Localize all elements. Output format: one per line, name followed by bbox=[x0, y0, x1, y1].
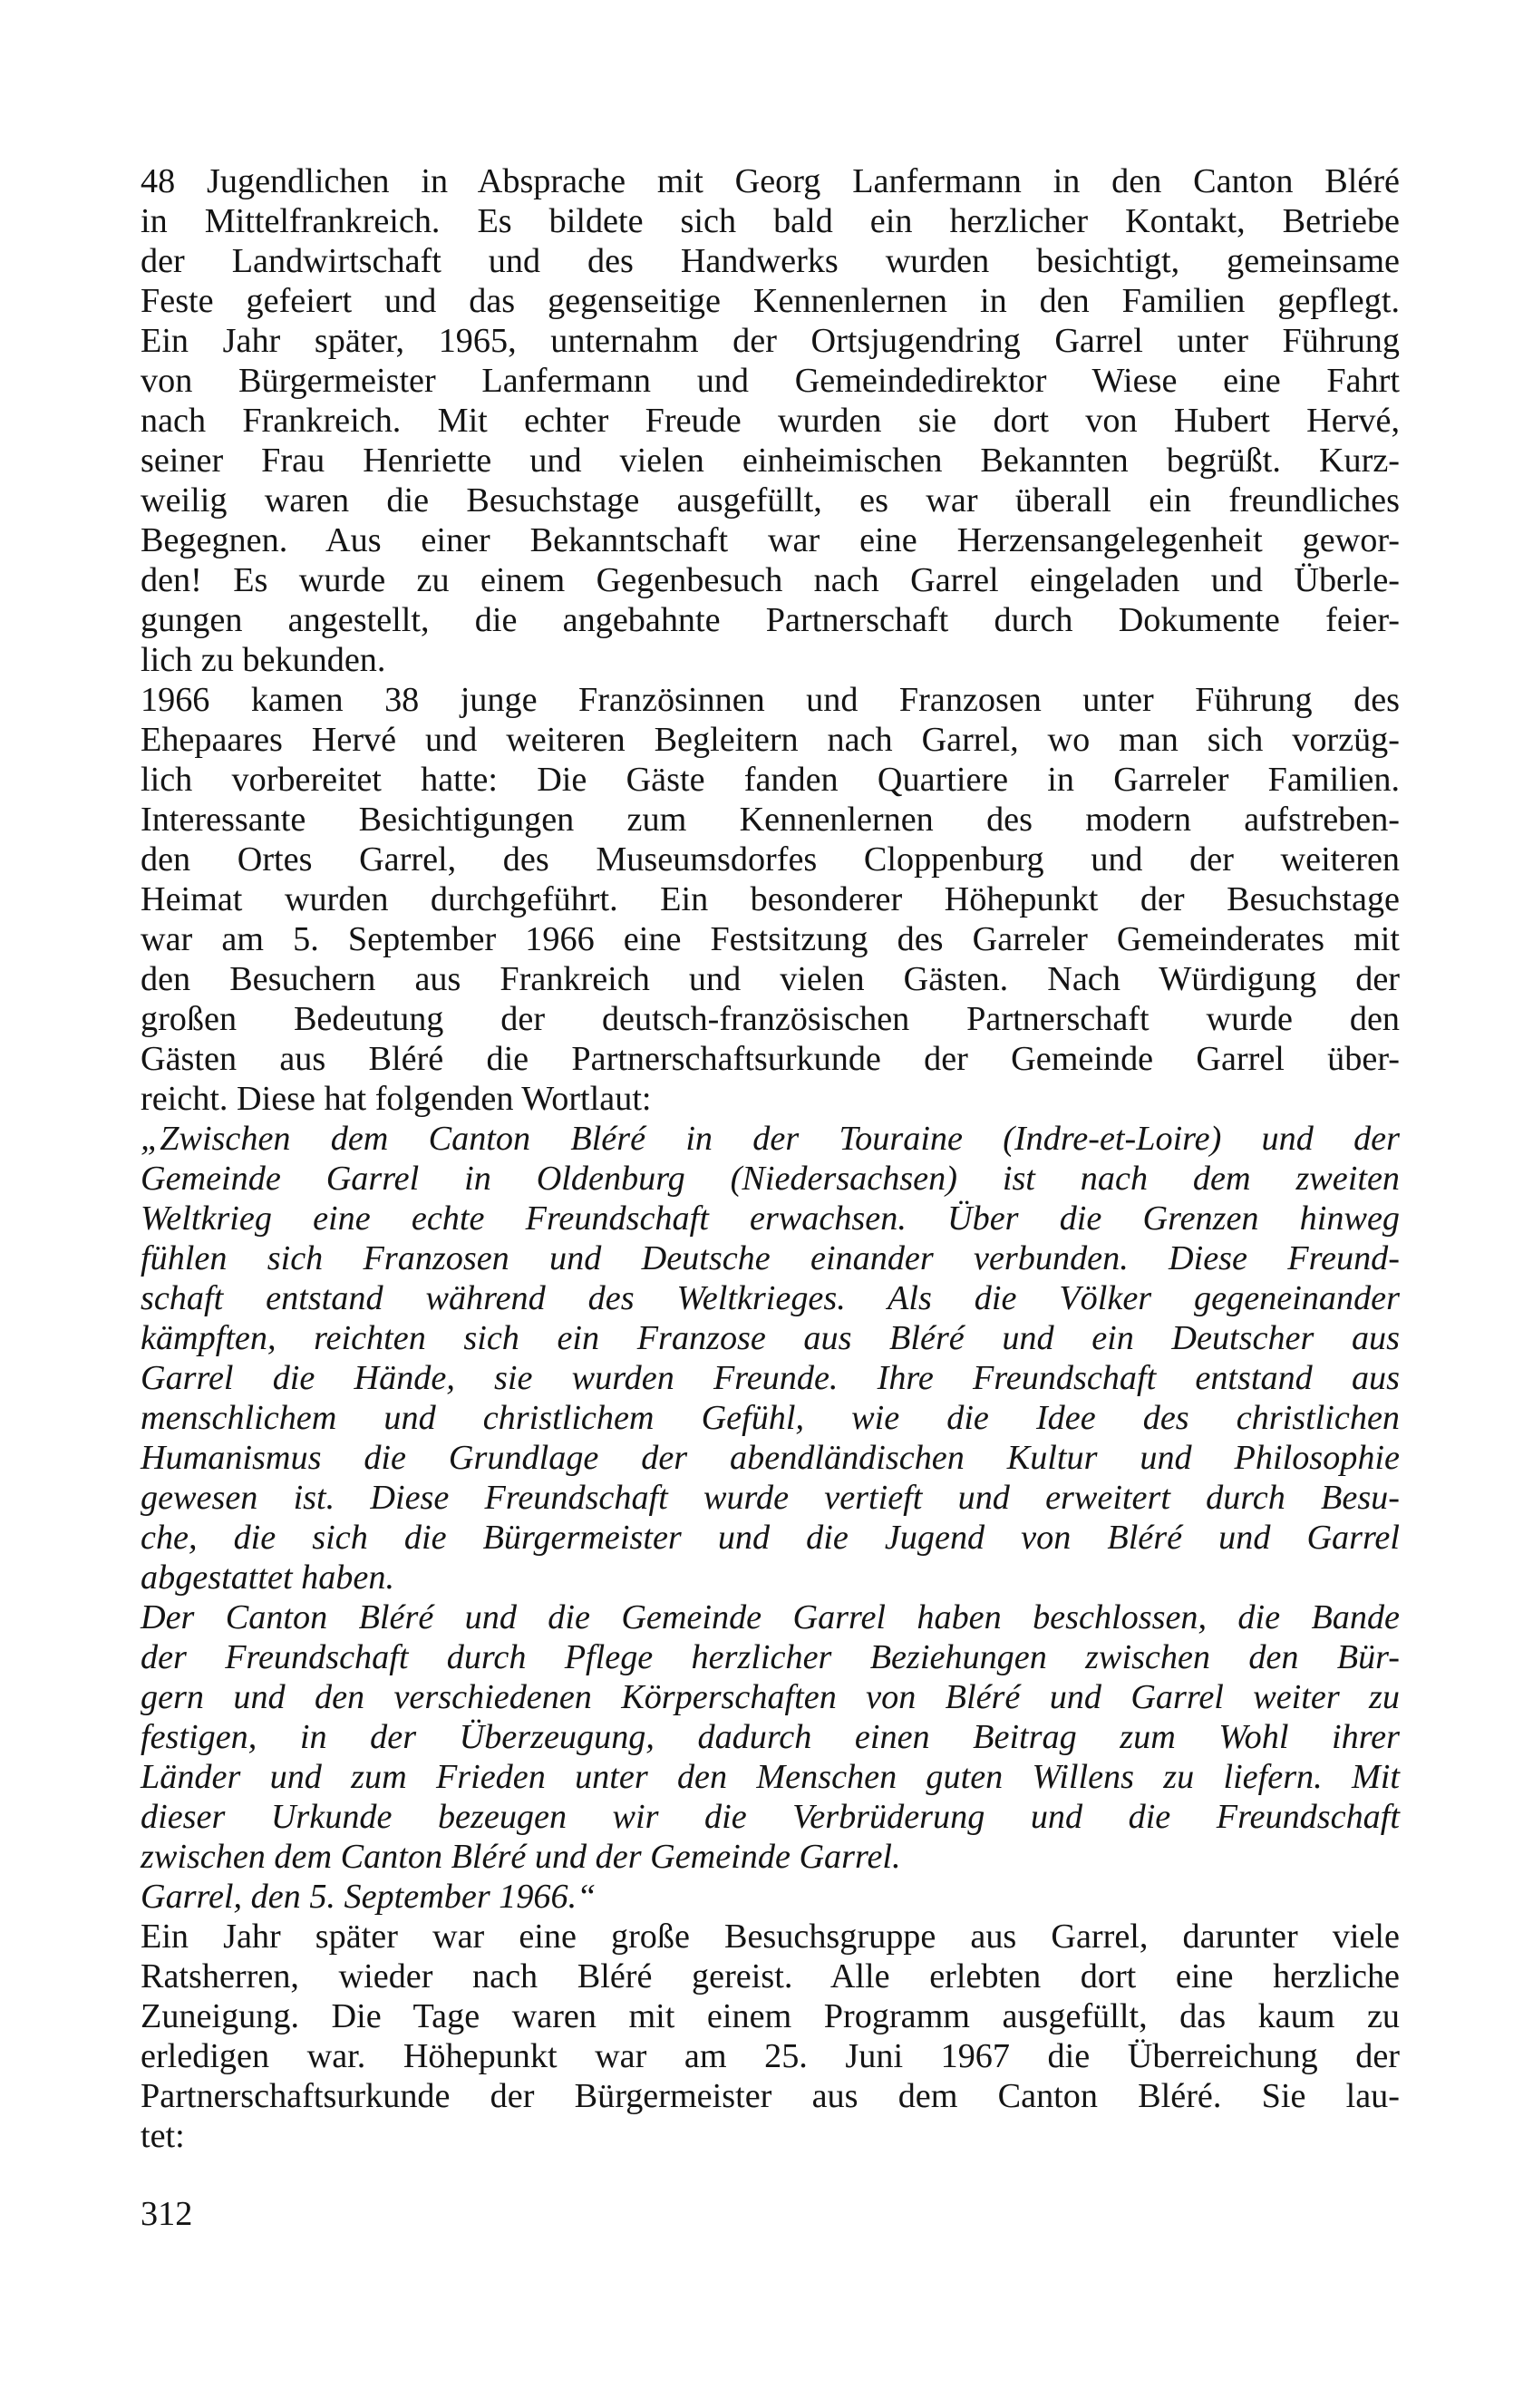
text-line: seiner Frau Henriette und vielen einheimischen Bekannten begrüßt. Kurz- bbox=[141, 442, 1400, 480]
text-line: erledigen war. Höhepunkt war am 25. Juni 1967 die Überreichung der bbox=[141, 2037, 1400, 2075]
text-line: den Ortes Garrel, des Museumsdorfes Cloppenburg und der weiteren bbox=[141, 840, 1400, 879]
text-line: nach Frankreich. Mit echter Freude wurden sie dort von Hubert Hervé, bbox=[141, 402, 1400, 440]
text-line: menschlichem und christlichem Gefühl, wie die Idee des christlichen bbox=[141, 1399, 1400, 1437]
text-line: Länder und zum Frieden unter den Menschen guten Willens zu liefern. Mit bbox=[141, 1758, 1400, 1796]
quoted-paragraph bbox=[141, 1597, 1400, 1877]
text-line: Humanismus die Grundlage der abendländischen Kultur und Philosophie bbox=[141, 1439, 1400, 1477]
text-line: Begegnen. Aus einer Bekanntschaft war eine Herzensangelegenheit gewor- bbox=[141, 521, 1400, 559]
text-line: Gästen aus Bléré die Partnerschaftsurkunde der Gemeinde Garrel über- bbox=[141, 1040, 1400, 1078]
text-line: gungen angestellt, die angebahnte Partnerschaft durch Dokumente feier- bbox=[141, 601, 1400, 639]
text-line: dieser Urkunde bezeugen wir die Verbrüderung und die Freundschaft bbox=[141, 1798, 1400, 1836]
text-line: lich vorbereitet hatte: Die Gäste fanden Quartiere in Garreler Familien. bbox=[141, 761, 1400, 799]
text-line: Weltkrieg eine echte Freundschaft erwachsen. Über die Grenzen hinweg bbox=[141, 1199, 1400, 1238]
body-paragraph bbox=[141, 680, 1400, 1119]
text-line: fühlen sich Franzosen und Deutsche einander verbunden. Diese Freund- bbox=[141, 1239, 1400, 1277]
text-line: der Freundschaft durch Pflege herzlicher Beziehungen zwischen den Bür- bbox=[141, 1638, 1400, 1676]
text-line: in Mittelfrankreich. Es bildete sich bald ein herzlicher Kontakt, Betriebe bbox=[141, 202, 1400, 240]
text-line: lich zu bekunden. bbox=[141, 641, 386, 679]
text-line: 48 Jugendlichen in Absprache mit Georg Lanfermann in den Canton Bléré bbox=[141, 162, 1400, 200]
text-line: Zuneigung. Die Tage waren mit einem Programm ausgefüllt, das kaum zu bbox=[141, 1997, 1400, 2035]
text-line: schaft entstand während des Weltkrieges. Als die Völker gegeneinander bbox=[141, 1279, 1400, 1317]
page-number: 312 bbox=[141, 2195, 193, 2233]
text-line: che, die sich die Bürgermeister und die Jugend von Bléré und Garrel bbox=[141, 1519, 1400, 1557]
text-line: Gemeinde Garrel in Oldenburg (Niedersachsen) ist nach dem zweiten bbox=[141, 1160, 1400, 1198]
quoted-paragraph bbox=[141, 1877, 1400, 1917]
text-line: „Zwischen dem Canton Bléré in der Touraine (Indre-et-Loire) und der bbox=[141, 1120, 1400, 1158]
text-line: Partnerschaftsurkunde der Bürgermeister aus dem Canton Bléré. Sie lau- bbox=[141, 2077, 1400, 2115]
text-line: tet: bbox=[141, 2117, 185, 2155]
text-line: Interessante Besichtigungen zum Kennenlernen des modern aufstreben- bbox=[141, 801, 1400, 839]
text-line: großen Bedeutung der deutsch-französischen Partnerschaft wurde den bbox=[141, 1000, 1400, 1038]
text-line: den Besuchern aus Frankreich und vielen Gästen. Nach Würdigung der bbox=[141, 960, 1400, 998]
text-line: Der Canton Bléré und die Gemeinde Garrel haben beschlossen, die Bande bbox=[141, 1598, 1400, 1636]
text-line: Ehepaares Hervé und weiteren Begleitern nach Garrel, wo man sich vorzüg- bbox=[141, 721, 1400, 759]
text-line: Ein Jahr später, 1965, unternahm der Ortsjugendring Garrel unter Führung bbox=[141, 322, 1400, 360]
text-line: von Bürgermeister Lanfermann und Gemeindedirektor Wiese eine Fahrt bbox=[141, 362, 1400, 400]
text-line: 1966 kamen 38 junge Französinnen und Franzosen unter Führung des bbox=[141, 681, 1400, 719]
text-line: der Landwirtschaft und des Handwerks wurden besichtigt, gemeinsame bbox=[141, 242, 1400, 280]
page-text-block bbox=[141, 161, 1400, 2156]
text-line: Garrel die Hände, sie wurden Freunde. Ihre Freundschaft entstand aus bbox=[141, 1359, 1400, 1397]
text-line: gewesen ist. Diese Freundschaft wurde vertieft und erweitert durch Besu- bbox=[141, 1479, 1400, 1517]
text-line: zwischen dem Canton Bléré und der Gemeinde Garrel. bbox=[141, 1838, 901, 1876]
text-line: Garrel, den 5. September 1966.“ bbox=[141, 1878, 597, 1916]
text-line: festigen, in der Überzeugung, dadurch einen Beitrag zum Wohl ihrer bbox=[141, 1718, 1400, 1756]
text-line: Feste gefeiert und das gegenseitige Kennenlernen in den Familien gepflegt. bbox=[141, 282, 1400, 320]
text-line: weilig waren die Besuchstage ausgefüllt, es war überall ein freundliches bbox=[141, 481, 1400, 519]
text-line: reicht. Diese hat folgenden Wortlaut: bbox=[141, 1080, 652, 1118]
text-line: Ein Jahr später war eine große Besuchsgruppe aus Garrel, darunter viele bbox=[141, 1918, 1400, 1956]
text-line: gern und den verschiedenen Körperschaften von Bléré und Garrel weiter zu bbox=[141, 1678, 1400, 1716]
body-paragraph bbox=[141, 161, 1400, 680]
text-line: abgestattet haben. bbox=[141, 1558, 394, 1597]
text-line: Heimat wurden durchgeführt. Ein besonderer Höhepunkt der Besuchstage bbox=[141, 880, 1400, 918]
quoted-paragraph bbox=[141, 1119, 1400, 1597]
text-line: war am 5. September 1966 eine Festsitzung des Garreler Gemeinderates mit bbox=[141, 920, 1400, 958]
text-line: den! Es wurde zu einem Gegenbesuch nach Garrel eingeladen und Überle- bbox=[141, 561, 1400, 599]
body-paragraph bbox=[141, 1917, 1400, 2156]
text-line: kämpften, reichten sich ein Franzose aus Bléré und ein Deutscher aus bbox=[141, 1319, 1400, 1357]
text-line: Ratsherren, wieder nach Bléré gereist. Alle erlebten dort eine herzliche bbox=[141, 1957, 1400, 1995]
